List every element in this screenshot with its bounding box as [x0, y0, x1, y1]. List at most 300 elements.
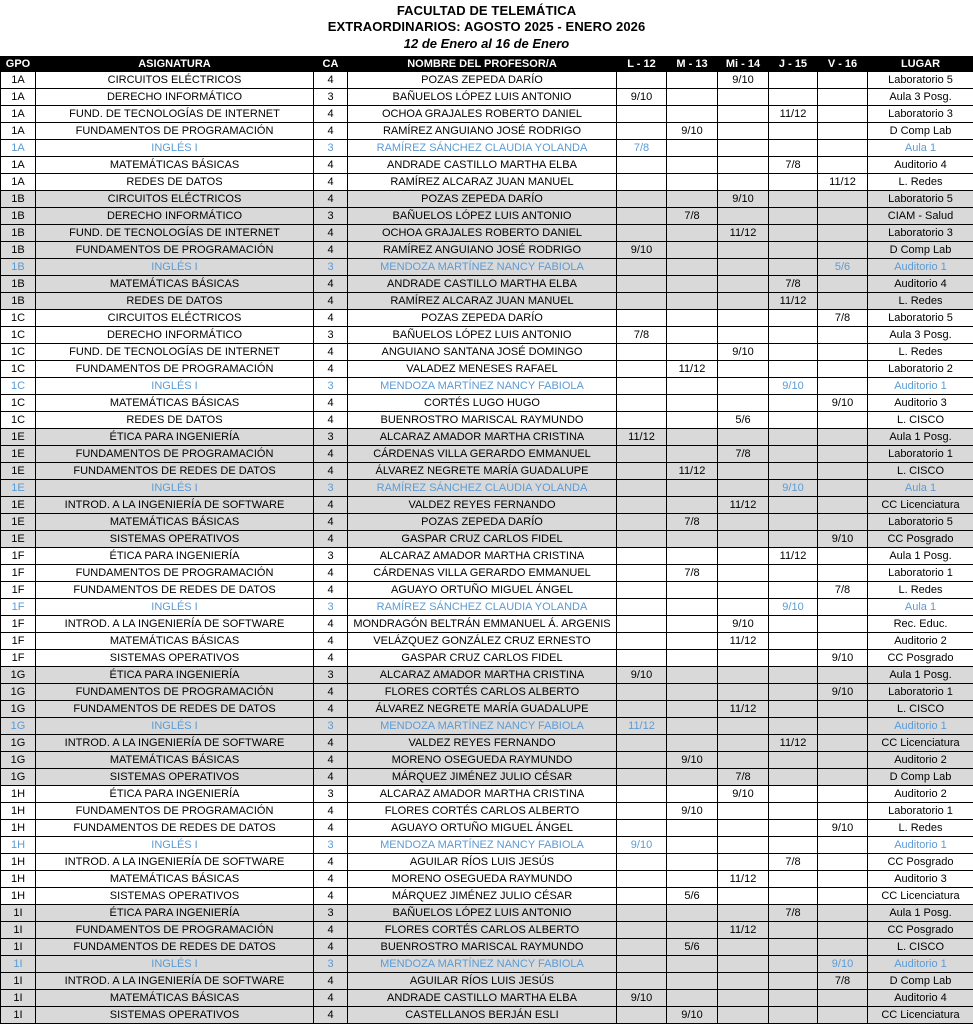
- cell-ca: 4: [314, 1007, 348, 1024]
- cell-ca: 4: [314, 310, 348, 327]
- cell-asignatura: CIRCUITOS ELÉCTRICOS: [36, 72, 314, 89]
- cell-mi14: [718, 242, 769, 259]
- cell-profesor: BAÑUELOS LÓPEZ LUIS ANTONIO: [348, 208, 617, 225]
- cell-v16: [818, 242, 868, 259]
- cell-l12: [617, 191, 667, 208]
- cell-v16: [818, 786, 868, 803]
- cell-lugar: Laboratorio 1: [868, 446, 973, 463]
- cell-asignatura: MATEMÁTICAS BÁSICAS: [36, 395, 314, 412]
- cell-lugar: L. Redes: [868, 582, 973, 599]
- cell-ca: 4: [314, 650, 348, 667]
- cell-ca: 3: [314, 480, 348, 497]
- cell-v16: [818, 599, 868, 616]
- table-row: [1, 735, 973, 752]
- cell-m13: [667, 497, 718, 514]
- col-header-miercoles: Mi - 14: [718, 57, 769, 72]
- table-row: [1, 599, 973, 616]
- col-header-viernes: V - 16: [818, 57, 868, 72]
- cell-v16: [818, 106, 868, 123]
- cell-m13: [667, 174, 718, 191]
- cell-ca: 3: [314, 956, 348, 973]
- cell-j15: 9/10: [769, 378, 818, 395]
- cell-m13: [667, 922, 718, 939]
- cell-profesor: CASTELLANOS BERJÁN ESLI: [348, 1007, 617, 1024]
- cell-l12: [617, 531, 667, 548]
- cell-l12: [617, 752, 667, 769]
- cell-ca: 4: [314, 769, 348, 786]
- schedule-table: [0, 56, 973, 1024]
- cell-l12: [617, 310, 667, 327]
- cell-v16: [818, 701, 868, 718]
- cell-m13: [667, 701, 718, 718]
- cell-gpo: 1I: [1, 939, 36, 956]
- table-row: [1, 939, 973, 956]
- cell-ca: 3: [314, 667, 348, 684]
- cell-gpo: 1C: [1, 395, 36, 412]
- table-row: [1, 378, 973, 395]
- col-header-asignatura: ASIGNATURA: [36, 57, 314, 72]
- cell-j15: [769, 497, 818, 514]
- cell-lugar: Auditorio 1: [868, 718, 973, 735]
- cell-mi14: [718, 327, 769, 344]
- cell-profesor: POZAS ZEPEDA DARÍO: [348, 310, 617, 327]
- cell-l12: 9/10: [617, 89, 667, 106]
- cell-v16: 5/6: [818, 259, 868, 276]
- cell-gpo: 1A: [1, 140, 36, 157]
- cell-gpo: 1A: [1, 72, 36, 89]
- table-row: [1, 344, 973, 361]
- cell-m13: 11/12: [667, 463, 718, 480]
- cell-mi14: [718, 361, 769, 378]
- cell-j15: 11/12: [769, 735, 818, 752]
- cell-profesor: FLORES CORTÉS CARLOS ALBERTO: [348, 684, 617, 701]
- cell-j15: 7/8: [769, 276, 818, 293]
- cell-l12: [617, 174, 667, 191]
- cell-ca: 4: [314, 854, 348, 871]
- cell-v16: [818, 463, 868, 480]
- cell-asignatura: FUNDAMENTOS DE REDES DE DATOS: [36, 463, 314, 480]
- cell-ca: 3: [314, 599, 348, 616]
- cell-profesor: VELÁZQUEZ GONZÁLEZ CRUZ ERNESTO: [348, 633, 617, 650]
- cell-gpo: 1C: [1, 310, 36, 327]
- cell-l12: [617, 599, 667, 616]
- cell-profesor: AGUILAR RÍOS LUIS JESÚS: [348, 854, 617, 871]
- cell-ca: 4: [314, 157, 348, 174]
- cell-profesor: POZAS ZEPEDA DARÍO: [348, 514, 617, 531]
- cell-asignatura: MATEMÁTICAS BÁSICAS: [36, 871, 314, 888]
- cell-lugar: D Comp Lab: [868, 123, 973, 140]
- table-row: [1, 310, 973, 327]
- cell-asignatura: ÉTICA PARA INGENIERÍA: [36, 548, 314, 565]
- cell-m13: [667, 837, 718, 854]
- cell-mi14: [718, 395, 769, 412]
- cell-v16: [818, 888, 868, 905]
- table-row: [1, 497, 973, 514]
- cell-j15: [769, 769, 818, 786]
- cell-mi14: [718, 667, 769, 684]
- cell-asignatura: INTROD. A LA INGENIERÍA DE SOFTWARE: [36, 616, 314, 633]
- cell-lugar: Laboratorio 5: [868, 191, 973, 208]
- cell-ca: 4: [314, 701, 348, 718]
- cell-v16: [818, 412, 868, 429]
- cell-m13: [667, 259, 718, 276]
- cell-v16: [818, 72, 868, 89]
- cell-gpo: 1C: [1, 361, 36, 378]
- cell-l12: [617, 701, 667, 718]
- cell-m13: [667, 327, 718, 344]
- cell-j15: [769, 140, 818, 157]
- cell-gpo: 1C: [1, 412, 36, 429]
- cell-ca: 4: [314, 72, 348, 89]
- cell-j15: [769, 72, 818, 89]
- cell-lugar: L. CISCO: [868, 939, 973, 956]
- cell-profesor: ANGUIANO SANTANA JOSÉ DOMINGO: [348, 344, 617, 361]
- cell-v16: [818, 735, 868, 752]
- cell-ca: 4: [314, 531, 348, 548]
- cell-asignatura: INTROD. A LA INGENIERÍA DE SOFTWARE: [36, 854, 314, 871]
- cell-j15: [769, 803, 818, 820]
- cell-ca: 4: [314, 276, 348, 293]
- cell-lugar: L. CISCO: [868, 701, 973, 718]
- cell-profesor: ALCARAZ AMADOR MARTHA CRISTINA: [348, 667, 617, 684]
- cell-m13: [667, 973, 718, 990]
- cell-profesor: RAMÍREZ SÁNCHEZ CLAUDIA YOLANDA: [348, 599, 617, 616]
- cell-l12: 9/10: [617, 990, 667, 1007]
- cell-asignatura: MATEMÁTICAS BÁSICAS: [36, 514, 314, 531]
- cell-ca: 4: [314, 582, 348, 599]
- cell-lugar: Laboratorio 3: [868, 225, 973, 242]
- cell-profesor: VALDEZ REYES FERNANDO: [348, 735, 617, 752]
- cell-profesor: MÁRQUEZ JIMÉNEZ JULIO CÉSAR: [348, 769, 617, 786]
- table-row: [1, 650, 973, 667]
- cell-mi14: [718, 990, 769, 1007]
- cell-profesor: ANDRADE CASTILLO MARTHA ELBA: [348, 276, 617, 293]
- cell-gpo: 1G: [1, 684, 36, 701]
- cell-asignatura: FUNDAMENTOS DE PROGRAMACIÓN: [36, 123, 314, 140]
- cell-lugar: CC Licenciatura: [868, 888, 973, 905]
- table-header: [1, 57, 973, 72]
- cell-lugar: Aula 1: [868, 140, 973, 157]
- cell-j15: [769, 1007, 818, 1024]
- col-header-gpo: GPO: [1, 57, 36, 72]
- cell-l12: [617, 888, 667, 905]
- cell-l12: 11/12: [617, 718, 667, 735]
- cell-l12: [617, 786, 667, 803]
- cell-mi14: [718, 140, 769, 157]
- cell-gpo: 1I: [1, 956, 36, 973]
- cell-j15: [769, 820, 818, 837]
- cell-asignatura: INGLÉS I: [36, 956, 314, 973]
- cell-asignatura: REDES DE DATOS: [36, 293, 314, 310]
- cell-profesor: ALCARAZ AMADOR MARTHA CRISTINA: [348, 786, 617, 803]
- cell-v16: [818, 378, 868, 395]
- cell-asignatura: ÉTICA PARA INGENIERÍA: [36, 667, 314, 684]
- cell-lugar: CC Licenciatura: [868, 497, 973, 514]
- cell-gpo: 1A: [1, 89, 36, 106]
- cell-gpo: 1B: [1, 276, 36, 293]
- cell-l12: [617, 548, 667, 565]
- cell-mi14: [718, 106, 769, 123]
- cell-l12: [617, 259, 667, 276]
- cell-v16: [818, 922, 868, 939]
- cell-asignatura: FUNDAMENTOS DE PROGRAMACIÓN: [36, 922, 314, 939]
- cell-j15: [769, 650, 818, 667]
- cell-m13: [667, 225, 718, 242]
- cell-lugar: L. CISCO: [868, 412, 973, 429]
- cell-ca: 3: [314, 378, 348, 395]
- cell-mi14: [718, 582, 769, 599]
- cell-asignatura: MATEMÁTICAS BÁSICAS: [36, 633, 314, 650]
- period-subtitle: EXTRAORDINARIOS: AGOSTO 2025 - ENERO 2026: [327, 19, 646, 34]
- cell-lugar: Auditorio 2: [868, 786, 973, 803]
- cell-mi14: [718, 684, 769, 701]
- cell-gpo: 1G: [1, 718, 36, 735]
- cell-l12: [617, 650, 667, 667]
- cell-profesor: ANDRADE CASTILLO MARTHA ELBA: [348, 990, 617, 1007]
- cell-ca: 4: [314, 225, 348, 242]
- cell-v16: [818, 123, 868, 140]
- cell-j15: 7/8: [769, 905, 818, 922]
- cell-lugar: Aula 1 Posg.: [868, 905, 973, 922]
- cell-ca: 4: [314, 735, 348, 752]
- cell-ca: 4: [314, 106, 348, 123]
- cell-j15: [769, 429, 818, 446]
- cell-l12: [617, 684, 667, 701]
- cell-m13: [667, 344, 718, 361]
- cell-m13: [667, 480, 718, 497]
- cell-l12: [617, 344, 667, 361]
- cell-v16: [818, 89, 868, 106]
- cell-j15: [769, 616, 818, 633]
- cell-profesor: ÁLVAREZ NEGRETE MARÍA GUADALUPE: [348, 701, 617, 718]
- cell-asignatura: SISTEMAS OPERATIVOS: [36, 888, 314, 905]
- cell-j15: [769, 89, 818, 106]
- cell-profesor: MORENO OSEGUEDA RAYMUNDO: [348, 871, 617, 888]
- cell-lugar: CC Posgrado: [868, 922, 973, 939]
- cell-asignatura: MATEMÁTICAS BÁSICAS: [36, 157, 314, 174]
- cell-gpo: 1G: [1, 752, 36, 769]
- table-row: [1, 837, 973, 854]
- table-row: [1, 616, 973, 633]
- cell-asignatura: INGLÉS I: [36, 140, 314, 157]
- cell-l12: 11/12: [617, 429, 667, 446]
- col-header-ca: CA: [314, 57, 348, 72]
- cell-j15: [769, 344, 818, 361]
- cell-asignatura: MATEMÁTICAS BÁSICAS: [36, 276, 314, 293]
- cell-lugar: Aula 1 Posg.: [868, 667, 973, 684]
- cell-ca: 4: [314, 565, 348, 582]
- cell-ca: 4: [314, 293, 348, 310]
- cell-ca: 4: [314, 922, 348, 939]
- cell-m13: 5/6: [667, 888, 718, 905]
- cell-mi14: [718, 310, 769, 327]
- cell-mi14: [718, 548, 769, 565]
- cell-m13: [667, 769, 718, 786]
- cell-asignatura: INGLÉS I: [36, 480, 314, 497]
- cell-lugar: Laboratorio 5: [868, 514, 973, 531]
- cell-l12: [617, 446, 667, 463]
- cell-lugar: CC Posgrado: [868, 650, 973, 667]
- cell-v16: 9/10: [818, 956, 868, 973]
- cell-j15: 11/12: [769, 293, 818, 310]
- cell-m13: [667, 650, 718, 667]
- cell-profesor: MORENO OSEGUEDA RAYMUNDO: [348, 752, 617, 769]
- cell-asignatura: FUNDAMENTOS DE PROGRAMACIÓN: [36, 684, 314, 701]
- table-row: [1, 208, 973, 225]
- cell-ca: 4: [314, 497, 348, 514]
- table-row: [1, 905, 973, 922]
- cell-l12: [617, 871, 667, 888]
- table-row: [1, 701, 973, 718]
- cell-m13: [667, 616, 718, 633]
- cell-mi14: [718, 259, 769, 276]
- cell-m13: [667, 293, 718, 310]
- cell-ca: 4: [314, 361, 348, 378]
- cell-lugar: L. Redes: [868, 820, 973, 837]
- cell-j15: [769, 310, 818, 327]
- col-header-martes: M - 13: [667, 57, 718, 72]
- cell-v16: [818, 565, 868, 582]
- cell-gpo: 1C: [1, 378, 36, 395]
- cell-j15: [769, 446, 818, 463]
- cell-v16: 9/10: [818, 395, 868, 412]
- cell-l12: [617, 480, 667, 497]
- header-row: [1, 57, 973, 72]
- cell-m13: [667, 871, 718, 888]
- cell-asignatura: SISTEMAS OPERATIVOS: [36, 769, 314, 786]
- cell-l12: [617, 276, 667, 293]
- cell-gpo: 1H: [1, 854, 36, 871]
- cell-gpo: 1I: [1, 1007, 36, 1024]
- cell-mi14: [718, 123, 769, 140]
- cell-lugar: Auditorio 2: [868, 752, 973, 769]
- cell-asignatura: REDES DE DATOS: [36, 412, 314, 429]
- cell-mi14: [718, 735, 769, 752]
- cell-lugar: Aula 3 Posg.: [868, 89, 973, 106]
- col-header-profesor: NOMBRE DEL PROFESOR/A: [348, 57, 617, 72]
- cell-asignatura: FUND. DE TECNOLOGÍAS DE INTERNET: [36, 225, 314, 242]
- cell-j15: [769, 327, 818, 344]
- cell-profesor: RAMÍREZ SÁNCHEZ CLAUDIA YOLANDA: [348, 480, 617, 497]
- cell-j15: 7/8: [769, 157, 818, 174]
- cell-lugar: Auditorio 2: [868, 633, 973, 650]
- cell-asignatura: CIRCUITOS ELÉCTRICOS: [36, 191, 314, 208]
- cell-l12: [617, 378, 667, 395]
- cell-v16: [818, 837, 868, 854]
- table-row: [1, 1007, 973, 1024]
- cell-lugar: Auditorio 1: [868, 259, 973, 276]
- cell-m13: [667, 242, 718, 259]
- cell-asignatura: ÉTICA PARA INGENIERÍA: [36, 905, 314, 922]
- cell-j15: [769, 837, 818, 854]
- cell-m13: [667, 956, 718, 973]
- table-row: [1, 259, 973, 276]
- cell-asignatura: FUNDAMENTOS DE PROGRAMACIÓN: [36, 361, 314, 378]
- cell-asignatura: FUNDAMENTOS DE REDES DE DATOS: [36, 939, 314, 956]
- cell-asignatura: FUNDAMENTOS DE REDES DE DATOS: [36, 582, 314, 599]
- cell-mi14: [718, 905, 769, 922]
- cell-lugar: D Comp Lab: [868, 769, 973, 786]
- cell-m13: [667, 140, 718, 157]
- cell-gpo: 1F: [1, 633, 36, 650]
- cell-l12: [617, 905, 667, 922]
- table-row: [1, 973, 973, 990]
- cell-gpo: 1A: [1, 123, 36, 140]
- cell-profesor: ALCARAZ AMADOR MARTHA CRISTINA: [348, 429, 617, 446]
- cell-mi14: [718, 752, 769, 769]
- cell-j15: [769, 973, 818, 990]
- cell-l12: [617, 497, 667, 514]
- cell-ca: 4: [314, 344, 348, 361]
- cell-ca: 4: [314, 191, 348, 208]
- cell-l12: [617, 633, 667, 650]
- cell-m13: [667, 429, 718, 446]
- cell-gpo: 1H: [1, 888, 36, 905]
- table-row: [1, 888, 973, 905]
- cell-profesor: GASPAR CRUZ CARLOS FIDEL: [348, 650, 617, 667]
- cell-gpo: 1A: [1, 157, 36, 174]
- cell-mi14: 5/6: [718, 412, 769, 429]
- cell-l12: 9/10: [617, 837, 667, 854]
- cell-lugar: Aula 1: [868, 599, 973, 616]
- cell-m13: [667, 157, 718, 174]
- cell-profesor: VALADEZ MENESES RAFAEL: [348, 361, 617, 378]
- cell-lugar: Aula 1 Posg.: [868, 429, 973, 446]
- table-row: [1, 990, 973, 1007]
- cell-m13: [667, 72, 718, 89]
- cell-mi14: [718, 837, 769, 854]
- cell-profesor: RAMÍREZ ALCARAZ JUAN MANUEL: [348, 174, 617, 191]
- cell-lugar: L. Redes: [868, 344, 973, 361]
- cell-j15: [769, 242, 818, 259]
- cell-gpo: 1E: [1, 497, 36, 514]
- cell-j15: [769, 990, 818, 1007]
- cell-j15: 11/12: [769, 548, 818, 565]
- cell-v16: [818, 429, 868, 446]
- table-row: [1, 514, 973, 531]
- table-row: [1, 922, 973, 939]
- cell-v16: 11/12: [818, 174, 868, 191]
- cell-j15: [769, 208, 818, 225]
- cell-l12: [617, 616, 667, 633]
- cell-mi14: [718, 429, 769, 446]
- cell-lugar: CC Licenciatura: [868, 1007, 973, 1024]
- table-row: [1, 361, 973, 378]
- cell-l12: [617, 395, 667, 412]
- cell-profesor: BUENROSTRO MARISCAL RAYMUNDO: [348, 412, 617, 429]
- table-row: [1, 276, 973, 293]
- table-row: [1, 106, 973, 123]
- cell-j15: [769, 123, 818, 140]
- cell-lugar: D Comp Lab: [868, 973, 973, 990]
- cell-j15: [769, 633, 818, 650]
- table-row: [1, 565, 973, 582]
- cell-j15: [769, 412, 818, 429]
- cell-mi14: [718, 157, 769, 174]
- cell-v16: [818, 667, 868, 684]
- cell-gpo: 1F: [1, 616, 36, 633]
- cell-m13: 9/10: [667, 752, 718, 769]
- cell-j15: [769, 718, 818, 735]
- cell-gpo: 1B: [1, 259, 36, 276]
- cell-j15: [769, 361, 818, 378]
- cell-gpo: 1I: [1, 973, 36, 990]
- cell-gpo: 1B: [1, 191, 36, 208]
- cell-gpo: 1G: [1, 735, 36, 752]
- cell-mi14: 11/12: [718, 633, 769, 650]
- cell-ca: 3: [314, 208, 348, 225]
- cell-gpo: 1B: [1, 208, 36, 225]
